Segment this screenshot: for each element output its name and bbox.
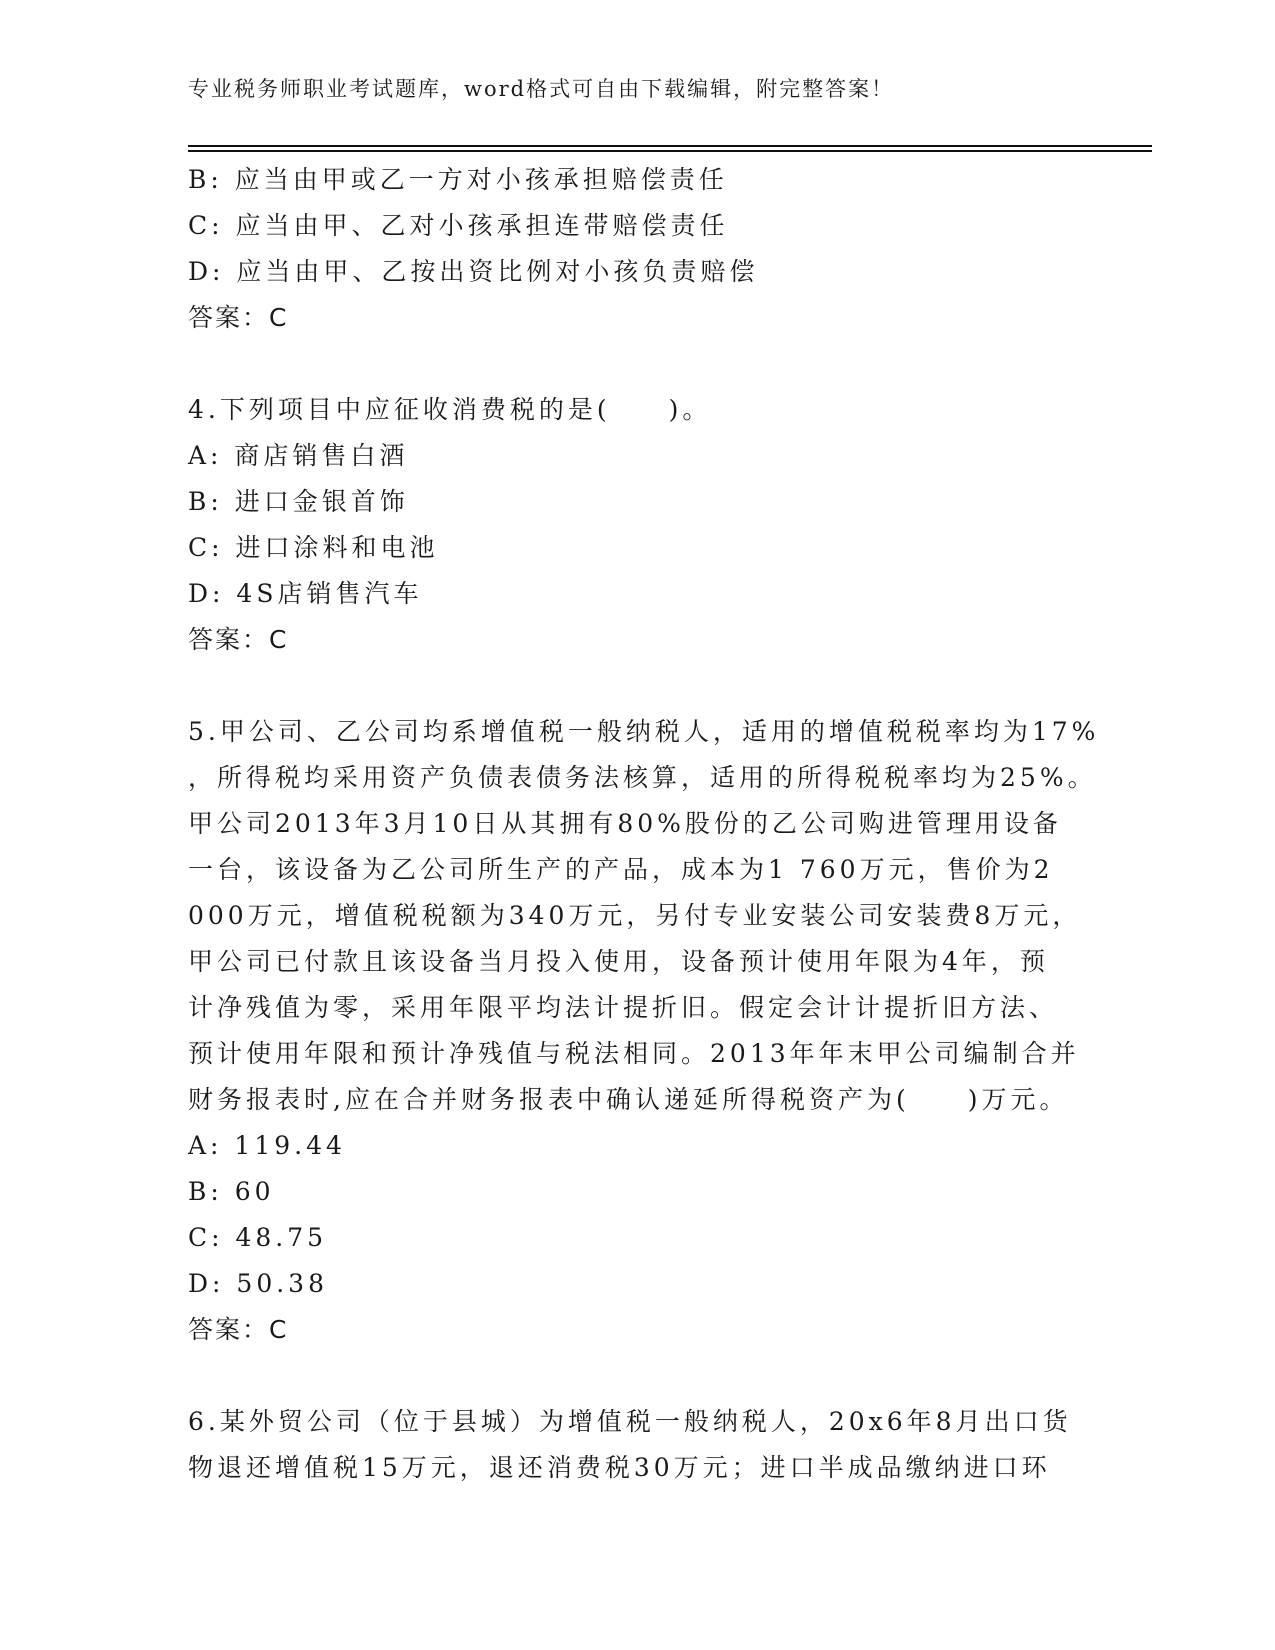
question-3-tail: [188, 157, 1088, 341]
question-stem-line: 6.某外贸公司（位于县城）为增值税一般纳税人，20x6年8月出口货: [188, 1407, 1072, 1436]
header-rule-bottom: [188, 150, 1152, 152]
question-stem-line: 计净残值为零，采用年限平均法计提折旧。假定会计计提折旧方法、: [188, 993, 1059, 1022]
answer: 答案：C: [188, 1315, 289, 1344]
option-a: A: 商店销售白酒: [188, 441, 409, 470]
question-stem-line: 一台，该设备为乙公司所生产的产品，成本为1 760万元，售价为2: [188, 855, 1054, 884]
option-c: C: 48.75: [188, 1223, 328, 1252]
option-c: C: 进口涂料和电池: [188, 533, 439, 562]
question-5: [188, 709, 1100, 1353]
question-6: [188, 1399, 1088, 1491]
option-c: C: 应当由甲、乙对小孩承担连带赔偿责任: [188, 211, 729, 240]
spacer: [188, 1353, 1088, 1399]
option-b: B: 60: [188, 1177, 275, 1206]
spacer: [188, 341, 1088, 387]
option-d: D: 应当由甲、乙按出资比例对小孩负责赔偿: [188, 257, 759, 286]
header-rule-top: [188, 145, 1152, 147]
question-stem-line: 000万元，增值税税额为340万元，另付专业安装公司安装费8万元，: [188, 901, 1082, 930]
spacer: [188, 663, 1088, 709]
option-d: D: 4S店销售汽车: [188, 579, 423, 608]
question-stem: 4.下列项目中应征收消费税的是( )。: [188, 395, 712, 424]
question-stem-line: 物退还增值税15万元，退还消费税30万元；进口半成品缴纳进口环: [188, 1453, 1051, 1482]
question-stem-line: 甲公司已付款且该设备当月投入使用，设备预计使用年限为4年，预: [188, 947, 1049, 976]
option-b: B: 进口金银首饰: [188, 487, 409, 516]
question-stem-line: 预计使用年限和预计净残值与税法相同。2013年年末甲公司编制合并: [188, 1039, 1080, 1068]
question-4: [188, 387, 1088, 663]
page-header: 专业税务师职业考试题库，word格式可自由下载编辑，附完整答案！: [188, 77, 895, 101]
question-stem-line: 财务报表时,应在合并财务报表中确认递延所得税资产为( )万元。: [188, 1085, 1069, 1114]
question-stem-line: 甲公司2013年3月10日从其拥有80%股份的乙公司购进管理用设备: [188, 809, 1062, 838]
answer: 答案：C: [188, 625, 289, 654]
option-d: D: 50.38: [188, 1269, 328, 1298]
question-stem-line: ，所得税均采用资产负债表债务法核算，适用的所得税税率均为25%。: [188, 763, 1097, 792]
option-a: A: 119.44: [188, 1131, 346, 1160]
question-stem-line: 5.甲公司、乙公司均系增值税一般纳税人，适用的增值税税率均为17%: [188, 717, 1100, 746]
answer: 答案：C: [188, 303, 289, 332]
question-content: [188, 157, 1100, 1491]
option-b: B: 应当由甲或乙一方对小孩承担赔偿责任: [188, 165, 728, 194]
